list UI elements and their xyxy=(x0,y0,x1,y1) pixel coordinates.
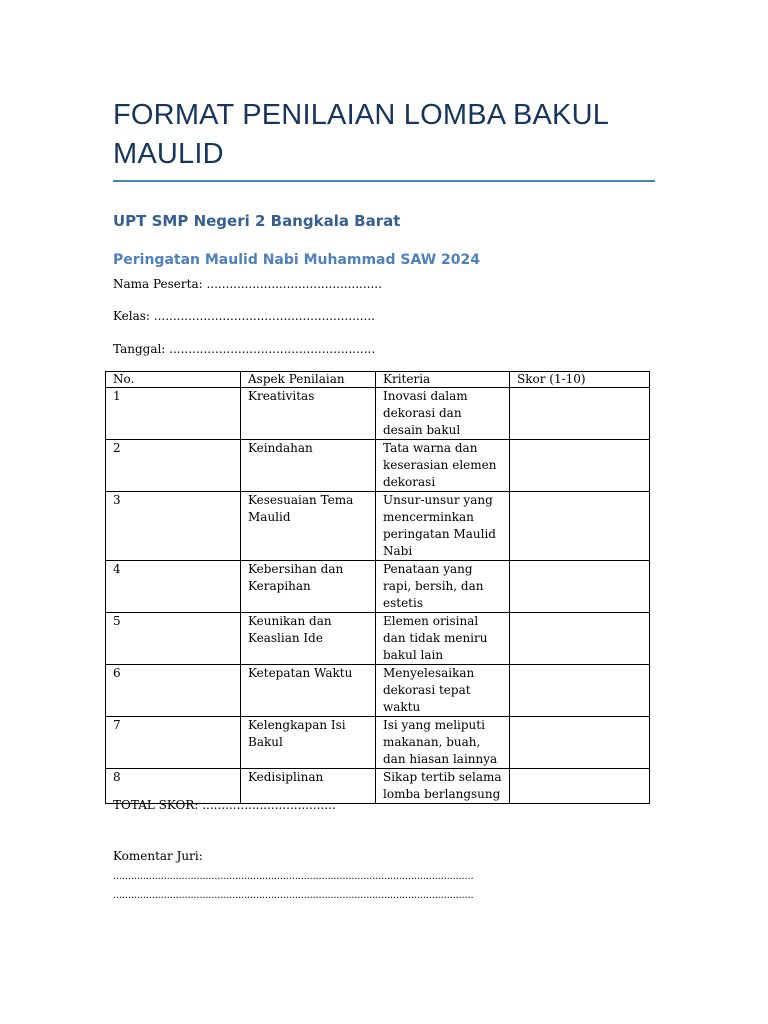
cell-no: 6 xyxy=(106,665,241,717)
field-tanggal: Tanggal: ...................................................... xyxy=(113,342,376,356)
cell-aspek: Kreativitas xyxy=(241,388,376,440)
cell-skor[interactable] xyxy=(510,388,650,440)
cell-aspek: Keindahan xyxy=(241,440,376,492)
page-title: FORMAT PENILAIAN LOMBA BAKUL MAULID xyxy=(113,99,608,170)
cell-kriteria: Tata warna dan keserasian elemen dekorasi xyxy=(376,440,510,492)
header-aspek: Aspek Penilaian xyxy=(241,372,376,388)
table-row xyxy=(106,440,650,492)
cell-no: 5 xyxy=(106,613,241,665)
table-row xyxy=(106,665,650,717)
table-row xyxy=(106,492,650,561)
cell-skor[interactable] xyxy=(510,561,650,613)
cell-kriteria: Elemen orisinal dan tidak meniru bakul lain xyxy=(376,613,510,665)
cell-no: 1 xyxy=(106,388,241,440)
cell-no: 4 xyxy=(106,561,241,613)
cell-no: 8 xyxy=(106,769,241,804)
header-skor: Skor (1-10) xyxy=(510,372,650,388)
cell-no: 7 xyxy=(106,717,241,769)
table-header-row xyxy=(106,372,650,388)
table-row xyxy=(106,561,650,613)
school-name: UPT SMP Negeri 2 Bangkala Barat xyxy=(113,212,401,230)
cell-no: 2 xyxy=(106,440,241,492)
cell-aspek: Keunikan dan Keaslian Ide xyxy=(241,613,376,665)
cell-skor[interactable] xyxy=(510,717,650,769)
cell-skor[interactable] xyxy=(510,665,650,717)
cell-kriteria: Menyelesaikan dekorasi tepat waktu xyxy=(376,665,510,717)
cell-aspek: Ketepatan Waktu xyxy=(241,665,376,717)
cell-kriteria: Unsur-unsur yang mencerminkan peringatan Maulid Nabi xyxy=(376,492,510,561)
cell-kriteria: Sikap tertib selama lomba berlangsung xyxy=(376,769,510,804)
cell-kriteria: Penataan yang rapi, bersih, dan estetis xyxy=(376,561,510,613)
header-kriteria: Kriteria xyxy=(376,372,510,388)
cell-skor[interactable] xyxy=(510,613,650,665)
cell-skor[interactable] xyxy=(510,492,650,561)
field-kelas: Kelas: .......................................................... xyxy=(113,309,375,323)
total-skor: TOTAL SKOR: ................................... xyxy=(113,798,336,812)
title-underline xyxy=(113,180,655,182)
cell-kriteria: Isi yang meliputi makanan, buah, dan hiasan lainnya xyxy=(376,717,510,769)
field-nama-peserta: Nama Peserta: .............................................. xyxy=(113,277,382,291)
cell-kriteria: Inovasi dalam dekorasi dan desain bakul xyxy=(376,388,510,440)
komentar-line-2[interactable]: ......................................................................................................................... xyxy=(113,890,474,901)
event-name: Peringatan Maulid Nabi Muhammad SAW 2024 xyxy=(113,252,480,268)
cell-aspek: Kelengkapan Isi Bakul xyxy=(241,717,376,769)
table-row xyxy=(106,717,650,769)
cell-skor[interactable] xyxy=(510,440,650,492)
cell-aspek: Kedisiplinan xyxy=(241,769,376,804)
evaluation-table xyxy=(105,371,650,804)
cell-no: 3 xyxy=(106,492,241,561)
table-row xyxy=(106,613,650,665)
cell-skor[interactable] xyxy=(510,769,650,804)
header-no: No. xyxy=(106,372,241,388)
komentar-label: Komentar Juri: xyxy=(113,849,203,863)
cell-aspek: Kesesuaian Tema Maulid xyxy=(241,492,376,561)
komentar-line-1[interactable]: ......................................................................................................................... xyxy=(113,871,474,882)
cell-aspek: Kebersihan dan Kerapihan xyxy=(241,561,376,613)
table-row xyxy=(106,388,650,440)
